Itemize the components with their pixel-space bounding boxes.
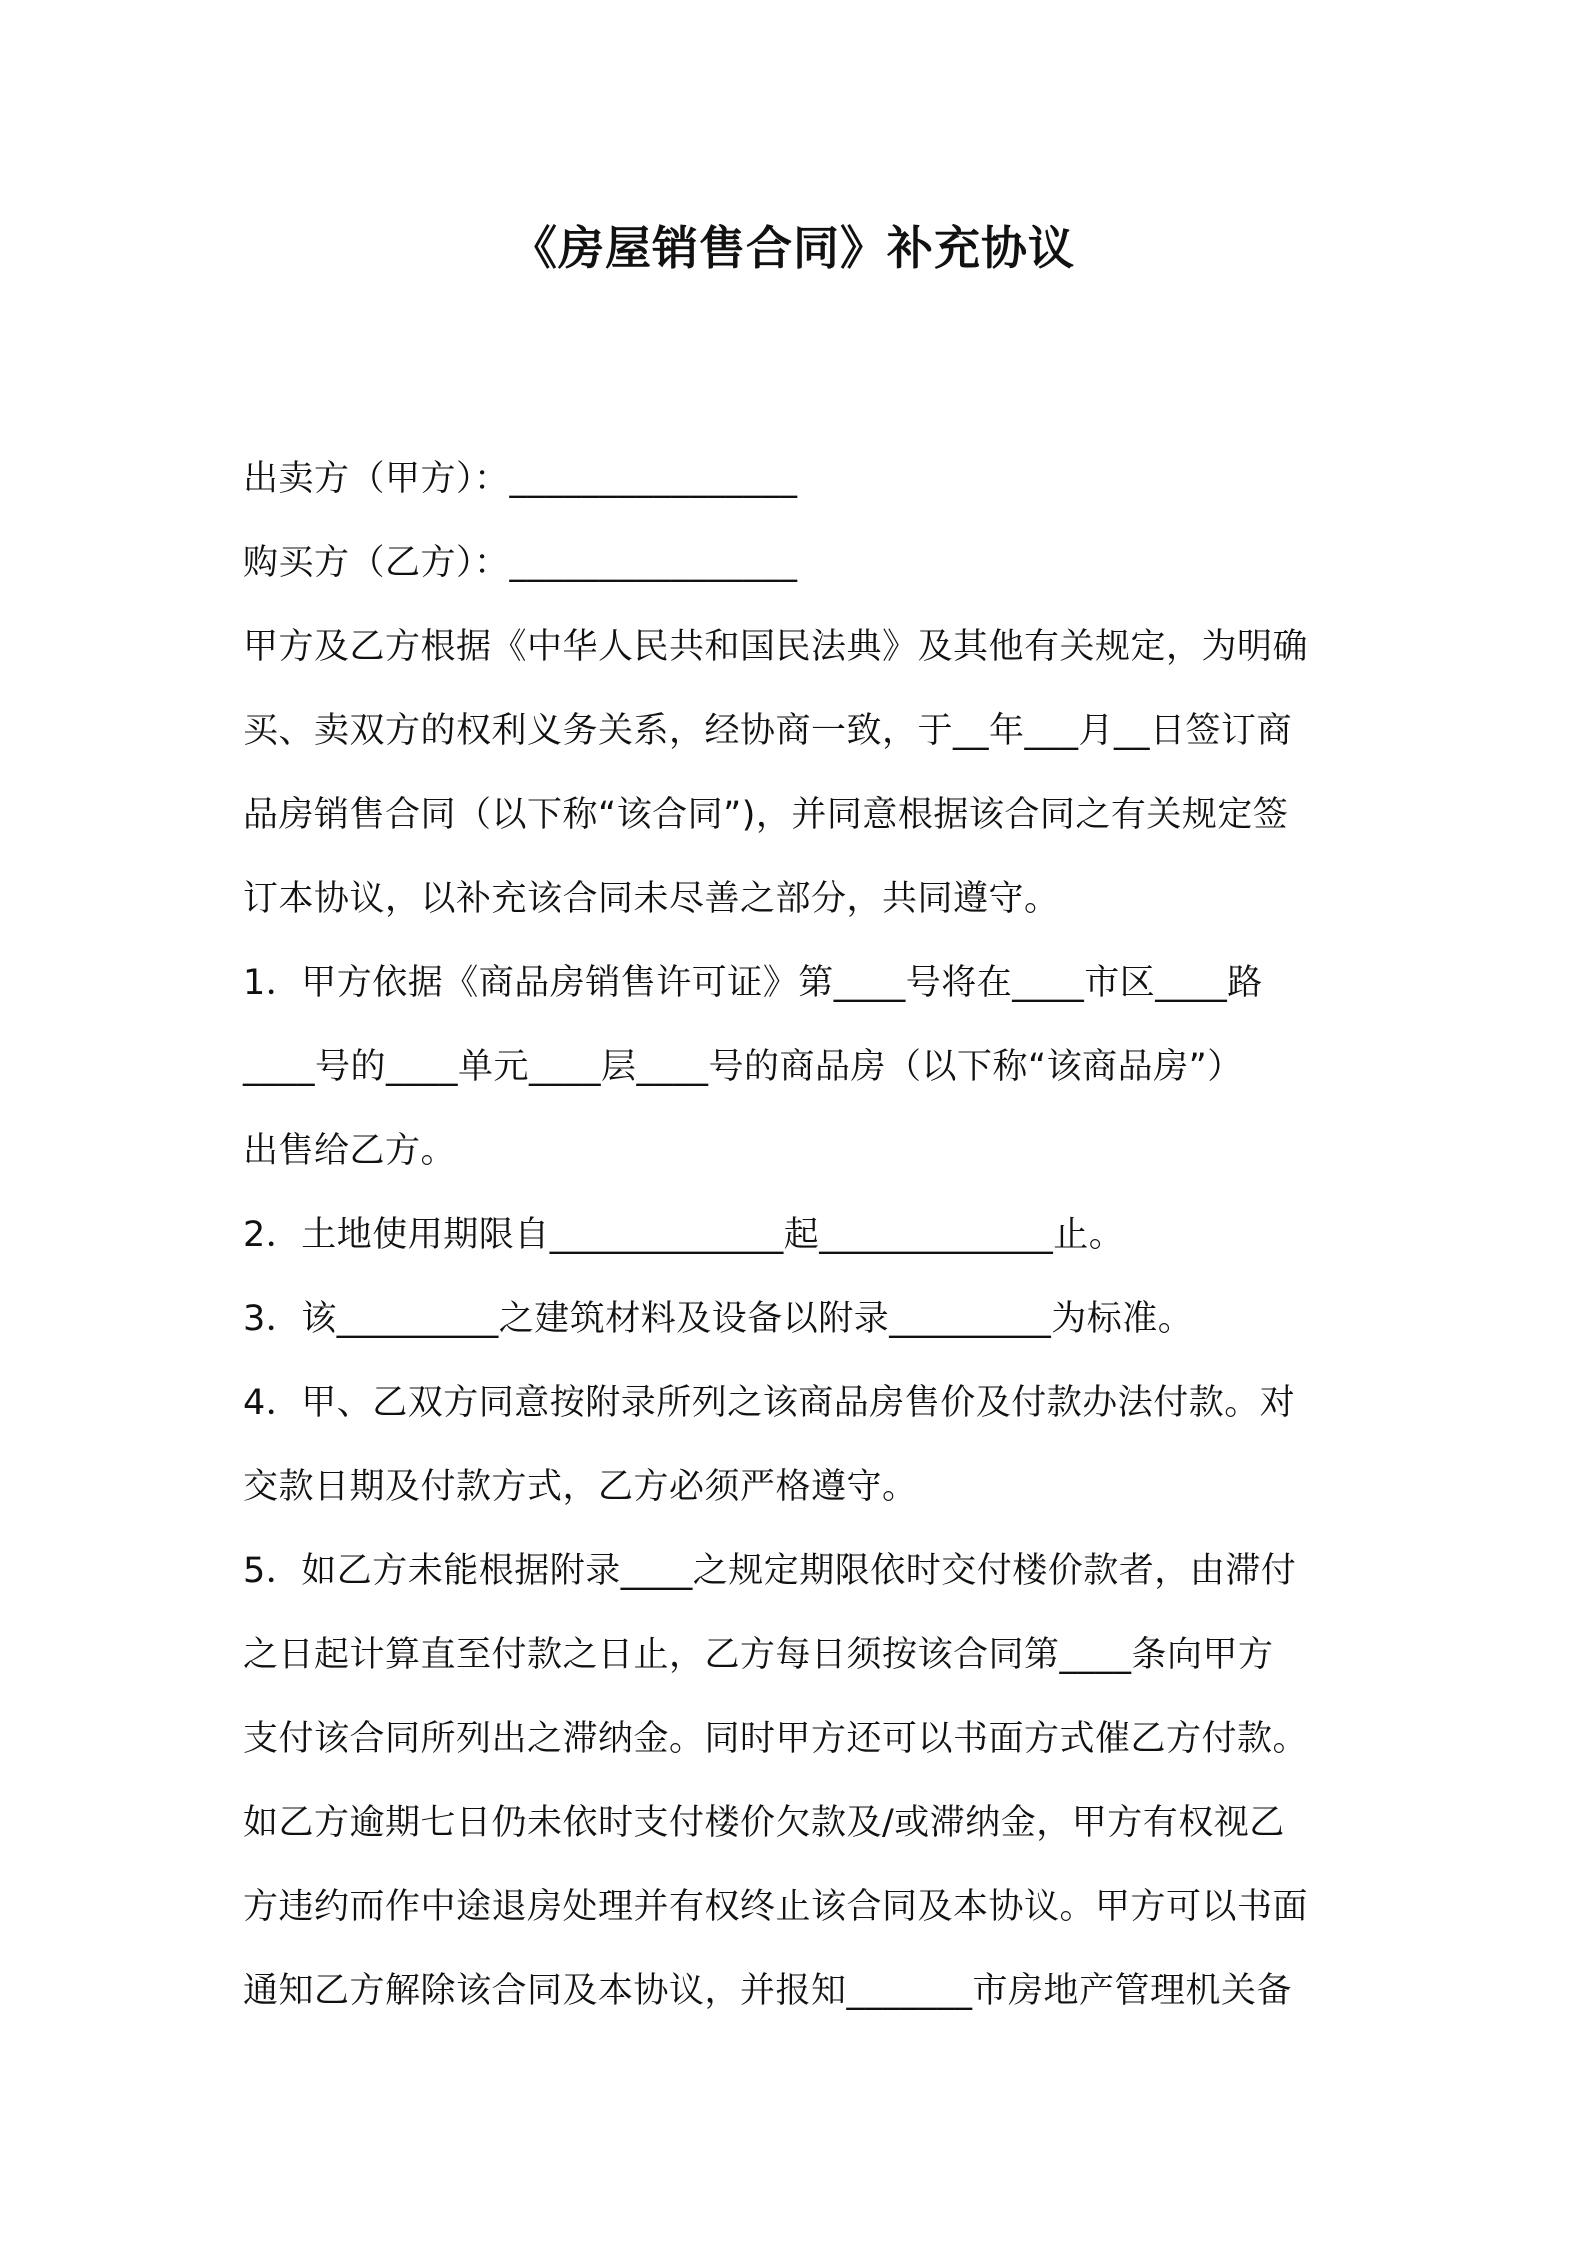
- paragraph-line: 买、卖双方的权利义务关系，经协商一致，于__年___月__日签订商: [243, 711, 1293, 751]
- clause-3-line: 3．该_________之建筑材料及设备以附录_________为标准。: [243, 1299, 1194, 1339]
- clause-1-line: ____号的____单元____层____号的商品房（以下称“该商品房”）: [243, 1047, 1243, 1087]
- buyer-line: 购买方（乙方）：________________: [243, 543, 798, 583]
- clause-1-line: 出售给乙方。: [243, 1131, 457, 1171]
- seller-line: 出卖方（甲方）：________________: [243, 459, 798, 499]
- paragraph-line: 品房销售合同（以下称“该合同”)，并同意根据该合同之有关规定签: [243, 795, 1289, 835]
- clause-5-line: 之日起计算直至付款之日止，乙方每日须按该合同第____条向甲方: [243, 1635, 1274, 1675]
- paragraph-line: 甲方及乙方根据《中华人民共和国民法典》及其他有关规定，为明确: [243, 627, 1309, 667]
- clause-5-line: 如乙方逾期七日仍未依时支付楼价欠款及/或滞纳金，甲方有权视乙: [243, 1803, 1285, 1843]
- clause-5-line: 通知乙方解除该合同及本协议，并报知_______市房地产管理机关备: [243, 1971, 1293, 2011]
- paragraph-line: 订本协议，以补充该合同未尽善之部分，共同遵守。: [243, 879, 1060, 919]
- clause-2-line: 2．土地使用期限自_____________起_____________止。: [243, 1215, 1125, 1255]
- clause-4-line: 交款日期及付款方式，乙方必须严格遵守。: [243, 1467, 918, 1507]
- clause-5-line: 支付该合同所列出之滞纳金。同时甲方还可以书面方式催乙方付款。: [243, 1719, 1309, 1759]
- document-title: 《房屋销售合同》补充协议: [511, 221, 1075, 275]
- clause-5-line: 5．如乙方未能根据附录____之规定期限依时交付楼价款者，由滞付: [243, 1551, 1297, 1591]
- clause-4-line: 4．甲、乙双方同意按附录所列之该商品房售价及付款办法付款。对: [243, 1383, 1296, 1423]
- clause-1-line: 1．甲方依据《商品房销售许可证》第____号将在____市区____路: [243, 963, 1263, 1003]
- clause-5-line: 方违约而作中途退房处理并有权终止该合同及本协议。甲方可以书面: [243, 1887, 1309, 1927]
